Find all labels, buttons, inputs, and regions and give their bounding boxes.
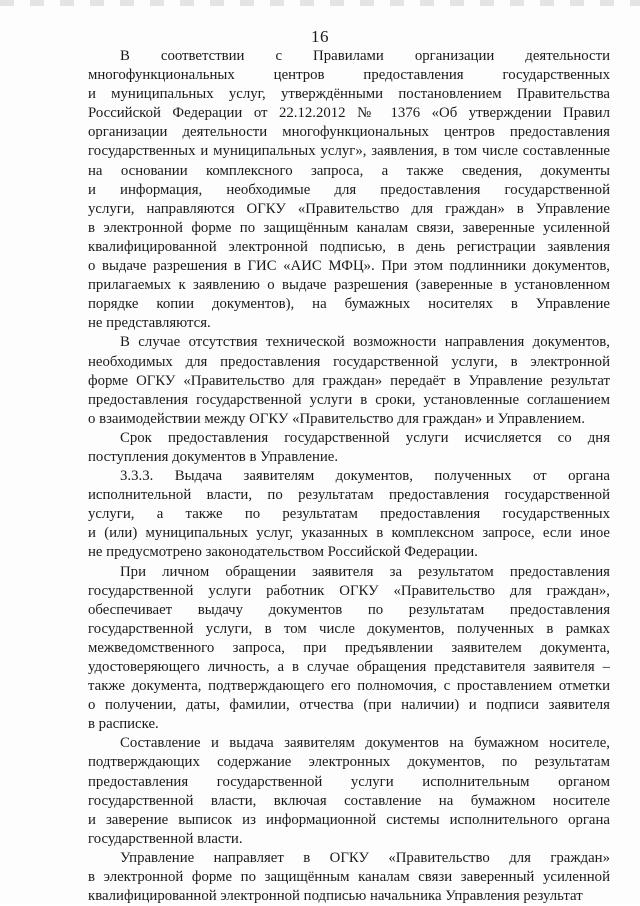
- text-line: государственной услуги, в том числе документов, полученных в рамках: [88, 620, 610, 637]
- document-body: [88, 47, 610, 906]
- text-line: прилагаемых к заявлению о выдаче разрешения (заверенные в установленном: [88, 277, 610, 294]
- text-line: необходимых для предоставления государственной услуги, в электронной: [88, 353, 610, 370]
- text-line: подтверждающих содержание электронных документов, по результатам: [88, 754, 610, 771]
- text-line: услуги, направляются ОГКУ «Правительство для граждан» в Управление: [88, 200, 610, 217]
- text-line: в электронной форме по защищённым каналам связи, заверенные усиленной: [88, 219, 610, 236]
- text-line: государственной услуги работник ОГКУ «Правительство для граждан»,: [88, 582, 610, 599]
- text-line: В соответствии с Правилами организации деятельности: [120, 48, 610, 64]
- page-number: 16: [311, 27, 329, 46]
- text-line: 3.3.3. Выдача заявителям документов, полученных от органа: [120, 468, 610, 485]
- text-line: порядке копии документов), на бумажных носителях в Управление: [88, 296, 610, 313]
- text-line: не предусмотрено законодательством Российской Федерации.: [88, 544, 478, 561]
- text-line: на основании комплексного запроса, а также сведения, документы: [88, 162, 610, 179]
- paragraph: [88, 467, 610, 562]
- text-line: государственной власти, включая составление на бумажном носителе: [88, 792, 610, 809]
- text-line: многофункциональных центров предоставления государственных: [88, 67, 610, 84]
- text-line: в электронной форме по защищённым каналам связи заверенный усиленной: [88, 869, 610, 886]
- text-line: государственной власти.: [88, 830, 243, 847]
- scan-edge-artifact: [0, 0, 640, 6]
- text-line: о взаимодействии между ОГКУ «Правительство для граждан» и Управлением.: [88, 410, 585, 427]
- text-line: и (или) муниципальных услуг, указанных в комплексном запросе, если иное: [88, 525, 610, 542]
- text-line: квалифицированной электронной подписью начальника Управления результат: [88, 888, 583, 905]
- text-line: о выдаче разрешения в ГИС «АИС МФЦ». При этом подлинники документов,: [88, 258, 610, 275]
- text-line: Управление направляет в ОГКУ «Правительство для граждан»: [120, 849, 610, 866]
- text-line: государственных и муниципальных услуг», заявления, в том числе составленные: [88, 143, 610, 160]
- text-line: форме ОГКУ «Правительство для граждан» передаёт в Управление результат: [88, 372, 610, 389]
- text-line: организации деятельности многофункциональных центров предоставления: [88, 124, 610, 141]
- text-line: Составление и выдача заявителям документов на бумажном носителе,: [120, 735, 610, 752]
- text-line: поступления документов в Управление.: [88, 448, 339, 465]
- text-line: квалифицированной электронной подписью, в день регистрации заявления: [88, 238, 610, 255]
- text-line: услуги, а также по результатам предоставления государственных: [88, 506, 610, 523]
- text-line: При личном обращении заявителя за результатом предоставления: [120, 563, 610, 580]
- paragraph: [88, 734, 610, 849]
- text-line: и муниципальных услуг, утверждёнными постановлением Правительства: [88, 86, 610, 103]
- text-line: предоставления государственной услуги исполнительным органом: [88, 773, 610, 790]
- text-line: предоставления государственной услуги в сроки, установленные соглашением: [88, 391, 610, 408]
- text-line: обеспечивает выдачу документов по результатам предоставления: [88, 601, 610, 618]
- paragraph: [88, 849, 610, 906]
- text-line: не представляются.: [88, 315, 211, 332]
- text-line: в расписке.: [88, 716, 159, 733]
- text-line: В случае отсутствия технической возможности направления документов,: [120, 334, 610, 351]
- paragraph: [88, 47, 610, 333]
- text-line: межведомственного запроса, при предъявлении заявителем документа,: [88, 639, 610, 656]
- text-line: Срок предоставления государственной услуги исчисляется со дня: [120, 429, 610, 446]
- text-line: и заверение выписок из информационной системы исполнительного органа: [88, 811, 610, 828]
- text-line: и информация, необходимые для предоставления государственной: [88, 181, 610, 198]
- text-line: Российской Федерации от 22.12.2012 № 1376 «Об утверждении Правил: [88, 105, 610, 122]
- paragraph: [88, 333, 610, 428]
- paragraph: [88, 429, 610, 467]
- paragraph: [88, 563, 610, 735]
- text-line: удостоверяющего личность, а в случае обращения представителя заявителя –: [88, 659, 610, 675]
- text-line: также документа, подтверждающего его полномочия, с проставлением отметки: [88, 678, 610, 695]
- text-line: о получении, даты, фамилии, отчества (при наличии) и подписи заявителя: [88, 697, 610, 714]
- text-line: исполнительной власти, по результатам предоставления государственной: [88, 487, 610, 504]
